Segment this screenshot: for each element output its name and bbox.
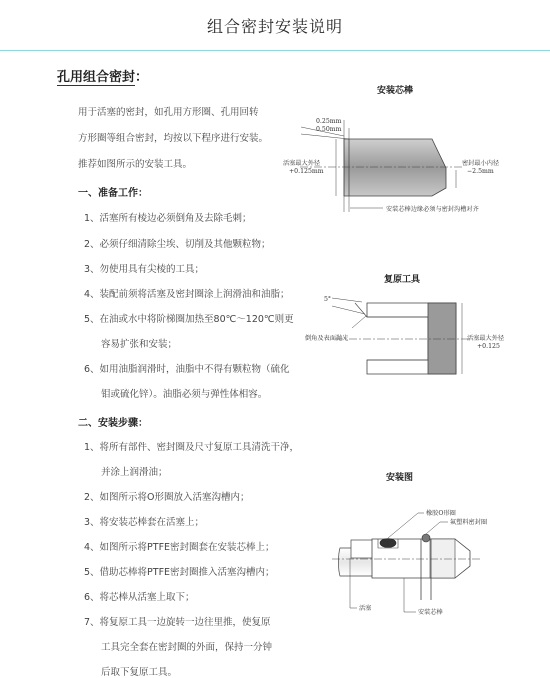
steps-heading: 二、安装步骤： xyxy=(78,418,148,429)
o-ring-label: 橡胶O形圈 xyxy=(426,510,456,517)
seal-id-tolerance: −2.5mm xyxy=(467,168,494,175)
restoring-od-tolerance: +0.125 xyxy=(477,343,500,350)
dim-label: 0.25mm xyxy=(316,118,342,125)
dim-label: 0.50mm xyxy=(316,126,342,133)
prep-item: 3、勿使用具有尖棱的工具； xyxy=(84,264,205,275)
step-item: 1、将所有部件、密封圈及尺寸复原工具清洗干净， xyxy=(84,442,300,453)
restoring-tool-wall-top xyxy=(428,303,456,374)
step-item: 后取下复原工具。 xyxy=(101,667,178,678)
leader-line xyxy=(332,306,365,314)
intro-line: 方形圈等组合密封，均按以下程序进行安装。 xyxy=(78,133,269,144)
intro-line: 推荐如图所示的安装工具。 xyxy=(78,159,193,170)
section-heading-text: 孔用组合密封： xyxy=(57,70,149,85)
prep-item: 2、必须仔细清除尘埃、切削及其他颗粒物； xyxy=(84,239,271,250)
restoring-tool-figure xyxy=(305,296,505,374)
mandrel-note: 安装芯棒边缘必须与密封沟槽对齐 xyxy=(386,206,479,213)
step-item: 工具完全套在密封圈的外面，保持一分钟 xyxy=(101,642,273,653)
piston-od-label: 活塞最大外径 xyxy=(283,160,321,167)
mandrel-sleeve-inner xyxy=(430,539,455,578)
prep-item: 5、在油或水中将阶梯圈加热至80℃～120℃则更 xyxy=(84,314,294,325)
prep-item: 钼或硫化锌）。油脂必须与弹性体相容。 xyxy=(101,389,268,400)
page-title: 组合密封安装说明 xyxy=(206,16,343,36)
leader-line xyxy=(332,298,362,302)
prep-item: 4、装配前须将活塞及密封圈涂上润滑油和油脂； xyxy=(84,289,290,300)
prep-item: 6、如用油脂润滑时，油脂中不得有颗粒物（硫化 xyxy=(84,364,290,375)
fig2-caption: 复原工具 xyxy=(384,275,421,285)
step-item: 5、借助芯棒将PTFE密封圈推入活塞沟槽内； xyxy=(84,567,275,578)
leader-line xyxy=(352,316,366,328)
piston-od-tolerance: +0.125mm xyxy=(289,168,324,175)
prep-item: 容易扩张和安装； xyxy=(101,339,178,350)
intro-line: 用于活塞的密封，如孔用方形圈、孔用回转 xyxy=(78,107,259,118)
chamfer-label: 倒角及表面抛光 xyxy=(305,335,349,342)
o-ring xyxy=(380,539,396,548)
tool-chamfer xyxy=(355,303,367,317)
restoring-od-label: 活塞最大外径 xyxy=(467,335,505,342)
step-item: 并涂上润滑油； xyxy=(101,467,168,478)
fig3-caption: 安装图 xyxy=(386,473,414,483)
step-item: 2、如图所示将O形圈放入活塞沟槽内； xyxy=(84,492,250,503)
prep-heading: 一、准备工作： xyxy=(78,188,148,199)
leader-line xyxy=(426,522,440,534)
installation-figure xyxy=(332,509,487,616)
ptfe-seal xyxy=(422,534,430,542)
mandrel-label: 安装芯棒 xyxy=(418,609,443,616)
mandrel-figure xyxy=(283,118,500,213)
step-item: 3、将安装芯棒套在活塞上； xyxy=(84,517,205,528)
leader-line xyxy=(301,134,349,139)
mandrel-body xyxy=(344,139,446,196)
seal-id-label: 密封最小内径 xyxy=(462,160,500,167)
leader-line xyxy=(388,513,418,538)
step-item: 6、将芯棒从活塞上取下； xyxy=(84,592,195,603)
piston-label: 活塞 xyxy=(359,605,372,612)
angle-label: 5° xyxy=(324,296,332,303)
prep-item: 1、活塞所有棱边必须倒角及去除毛刺； xyxy=(84,213,252,224)
ptfe-seal-label: 氟塑料密封圈 xyxy=(450,519,488,526)
step-item: 7、将复原工具一边旋转一边往里推，使复原 xyxy=(84,617,271,628)
fig1-caption: 安装芯棒 xyxy=(377,86,414,96)
step-item: 4、如图所示将PTFE密封圈套在安装芯棒上； xyxy=(84,542,275,553)
